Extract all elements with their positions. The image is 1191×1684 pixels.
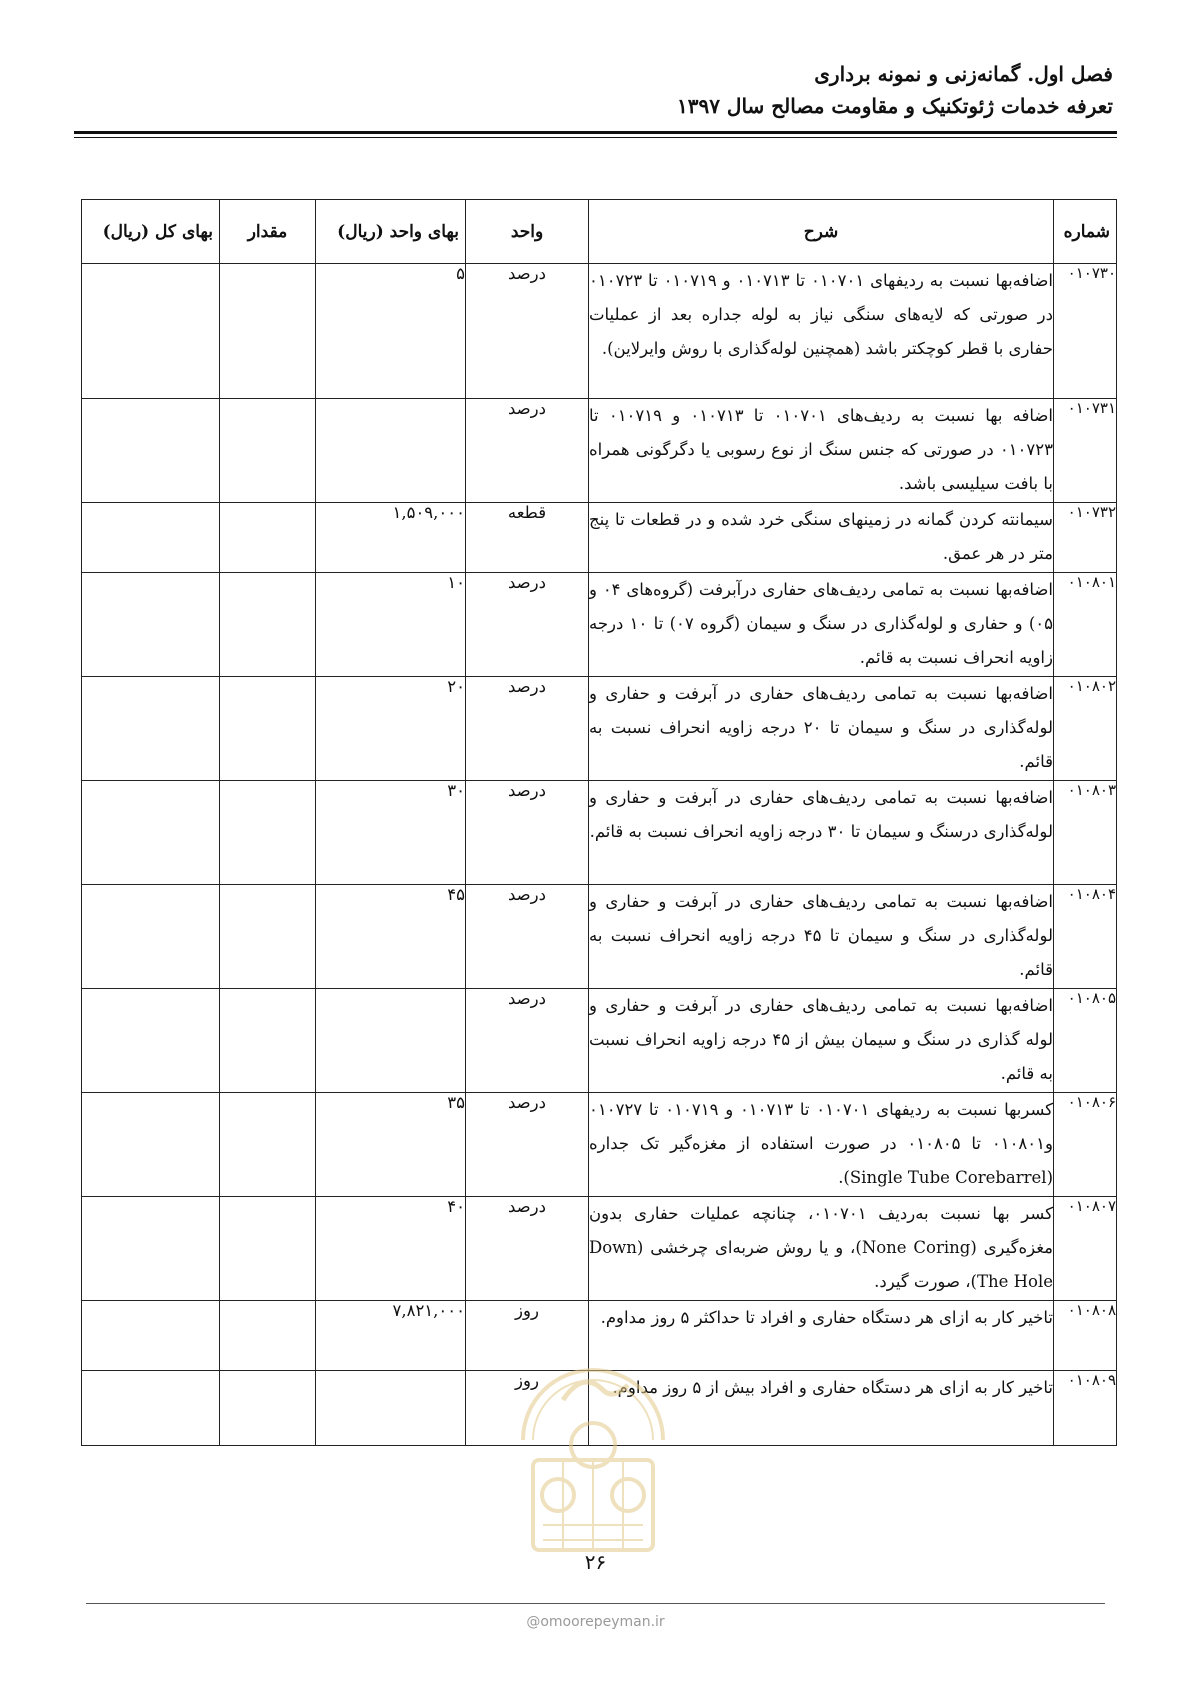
row-description: اضافه بها نسبت به ردیف‌های ۰۱۰۷۰۱ تا ۰۱۰۷۱۳ و ۰۱۰۷۱۹ تا ۰۱۰۷۲۳ در صورتی که جنس سنگ از نوع رسوبی یا دگرگونی همراه با بافت سیلیسی باشد.	[589, 399, 1054, 503]
row-unit-price: ۳۵	[316, 1093, 466, 1197]
row-unit-price: ۱,۵۰۹,۰۰۰	[316, 503, 466, 573]
row-quantity	[220, 1093, 316, 1197]
row-total-price	[82, 1371, 220, 1446]
table-row	[82, 1093, 1117, 1197]
row-quantity	[220, 1197, 316, 1301]
header-rule	[74, 131, 1117, 134]
row-description: سیمانته کردن گمانه در زمینهای سنگی خرد شده و در قطعات تا پنج متر در هر عمق.	[589, 503, 1054, 573]
row-description: اضافه‌بها نسبت به تمامی ردیف‌های حفاری در آبرفت و حفاری و لوله‌گذاری در سنگ و سیمان تا ۲۰ درجه زاویه انحراف نسبت به قائم.	[589, 677, 1054, 781]
row-total-price	[82, 264, 220, 399]
row-code: ۰۱۰۸۰۲	[1054, 677, 1117, 781]
table-row	[82, 264, 1117, 399]
watermark-logo-icon	[503, 1330, 683, 1560]
row-total-price	[82, 573, 220, 677]
row-unit: روز	[466, 1371, 589, 1446]
row-unit-price: ۳۰	[316, 781, 466, 885]
row-unit: قطعه	[466, 503, 589, 573]
row-code: ۰۱۰۸۰۸	[1054, 1301, 1117, 1371]
row-unit-price	[316, 989, 466, 1093]
row-unit-price	[316, 399, 466, 503]
table-row	[82, 677, 1117, 781]
col-header-unit: واحد	[466, 200, 589, 264]
row-code: ۰۱۰۸۰۴	[1054, 885, 1117, 989]
row-quantity	[220, 264, 316, 399]
row-total-price	[82, 677, 220, 781]
header-rule-thin	[74, 137, 1117, 138]
col-header-unit-price: بهای واحد (ریال)	[316, 200, 466, 264]
col-header-description: شرح	[589, 200, 1054, 264]
row-unit: درصد	[466, 573, 589, 677]
row-description: اضافه‌بها نسبت به تمامی ردیف‌های حفاری در آبرفت و حفاری و لوله گذاری در سنگ و سیمان بیش از ۴۵ درجه زاویه انحراف نسبت به قائم.	[589, 989, 1054, 1093]
page-header	[78, 58, 1113, 122]
row-code: ۰۱۰۸۰۷	[1054, 1197, 1117, 1301]
row-total-price	[82, 989, 220, 1093]
row-total-price	[82, 399, 220, 503]
row-unit-price: ۷,۸۲۱,۰۰۰	[316, 1301, 466, 1371]
col-header-code: شماره	[1054, 200, 1117, 264]
table-row	[82, 573, 1117, 677]
row-unit: درصد	[466, 677, 589, 781]
row-description: اضافه‌بها نسبت به تمامی ردیف‌های حفاری در آبرفت و حفاری و لوله‌گذاری در سنگ و سیمان تا ۴۵ درجه زاویه انحراف نسبت به قائم.	[589, 885, 1054, 989]
row-quantity	[220, 781, 316, 885]
row-quantity	[220, 503, 316, 573]
row-code: ۰۱۰۸۰۹	[1054, 1371, 1117, 1446]
row-unit: درصد	[466, 781, 589, 885]
row-unit-price: ۴۰	[316, 1197, 466, 1301]
row-total-price	[82, 1301, 220, 1371]
row-description: کسربها نسبت به ردیفهای ۰۱۰۷۰۱ تا ۰۱۰۷۱۳ و ۰۱۰۷۱۹ تا ۰۱۰۷۲۷ و۰۱۰۸۰۱ تا ۰۱۰۸۰۵ در صورت استفاده از مغزه‌گیر تک جداره (Single Tube Corebarrel).	[589, 1093, 1054, 1197]
table-row	[82, 781, 1117, 885]
row-code: ۰۱۰۷۳۰	[1054, 264, 1117, 399]
table-header-row	[82, 200, 1117, 264]
table-row	[82, 989, 1117, 1093]
table-row	[82, 399, 1117, 503]
row-unit-price	[316, 1371, 466, 1446]
row-quantity	[220, 885, 316, 989]
row-total-price	[82, 781, 220, 885]
row-unit-price: ۱۰	[316, 573, 466, 677]
row-description: اضافه‌بها نسبت به ردیفهای ۰۱۰۷۰۱ تا ۰۱۰۷۱۳ و ۰۱۰۷۱۹ تا ۰۱۰۷۲۳ در صورتی که لایه‌های سنگی نیاز به لوله جداره بعد از عملیات حفاری با قطر کوچکتر باشد (همچنین لوله‌گذاری با روش وایرلاین).	[589, 264, 1054, 399]
row-unit: درصد	[466, 1093, 589, 1197]
row-code: ۰۱۰۸۰۶	[1054, 1093, 1117, 1197]
row-unit: درصد	[466, 989, 589, 1093]
row-unit-price: ۴۵	[316, 885, 466, 989]
row-quantity	[220, 399, 316, 503]
table-row	[82, 503, 1117, 573]
row-code: ۰۱۰۸۰۵	[1054, 989, 1117, 1093]
col-header-quantity: مقدار	[220, 200, 316, 264]
row-description: اضافه‌بها نسبت به تمامی ردیف‌های حفاری درآبرفت (گروه‌های ۰۴ و ۰۵) و حفاری و لوله‌گذاری در سنگ و سیمان (گروه ۰۷) تا ۱۰ درجه زاویه انحراف نسبت به قائم.	[589, 573, 1054, 677]
row-total-price	[82, 1197, 220, 1301]
col-header-total-price: بهای کل (ریال)	[82, 200, 220, 264]
row-description: تاخیر کار به ازای هر دستگاه حفاری و افراد بیش از ۵ روز مداوم.	[589, 1371, 1054, 1446]
row-total-price	[82, 1093, 220, 1197]
footer-rule	[86, 1603, 1105, 1604]
table-row	[82, 1197, 1117, 1301]
row-total-price	[82, 885, 220, 989]
website-label: @omoorepeyman.ir	[526, 1614, 665, 1630]
table-row	[82, 885, 1117, 989]
chapter-title: فصل اول. گمانه‌زنی و نمونه برداری	[814, 62, 1113, 86]
row-quantity	[220, 1301, 316, 1371]
row-code: ۰۱۰۷۳۲	[1054, 503, 1117, 573]
row-code: ۰۱۰۸۰۱	[1054, 573, 1117, 677]
row-unit: درصد	[466, 1197, 589, 1301]
row-quantity	[220, 1371, 316, 1446]
page-number: ۲۶	[584, 1550, 607, 1574]
tariff-table	[81, 199, 1117, 1446]
row-unit: درصد	[466, 264, 589, 399]
row-code: ۰۱۰۷۳۱	[1054, 399, 1117, 503]
row-description: کسر بها نسبت به‌ردیف ۰۱۰۷۰۱، چنانچه عملیات حفاری بدون مغزه‌گیری (None Coring)، و یا روش ضربه‌ای چرخشی (Down The Hole)، صورت گیرد.	[589, 1197, 1054, 1301]
row-quantity	[220, 677, 316, 781]
row-unit: درصد	[466, 399, 589, 503]
row-unit: روز	[466, 1301, 589, 1371]
row-quantity	[220, 573, 316, 677]
row-unit-price: ۵	[316, 264, 466, 399]
row-description: اضافه‌بها نسبت به تمامی ردیف‌های حفاری در آبرفت و حفاری و لوله‌گذاری درسنگ و سیمان تا ۳۰ درجه زاویه انحراف نسبت به قائم.	[589, 781, 1054, 885]
row-unit: درصد	[466, 885, 589, 989]
row-unit-price: ۲۰	[316, 677, 466, 781]
row-total-price	[82, 503, 220, 573]
document-title: تعرفه خدمات ژئوتکنیک و مقاومت مصالح سال ۱۳۹۷	[676, 94, 1113, 118]
row-code: ۰۱۰۸۰۳	[1054, 781, 1117, 885]
row-quantity	[220, 989, 316, 1093]
row-description: تاخیر کار به ازای هر دستگاه حفاری و افراد تا حداکثر ۵ روز مداوم.	[589, 1301, 1054, 1371]
